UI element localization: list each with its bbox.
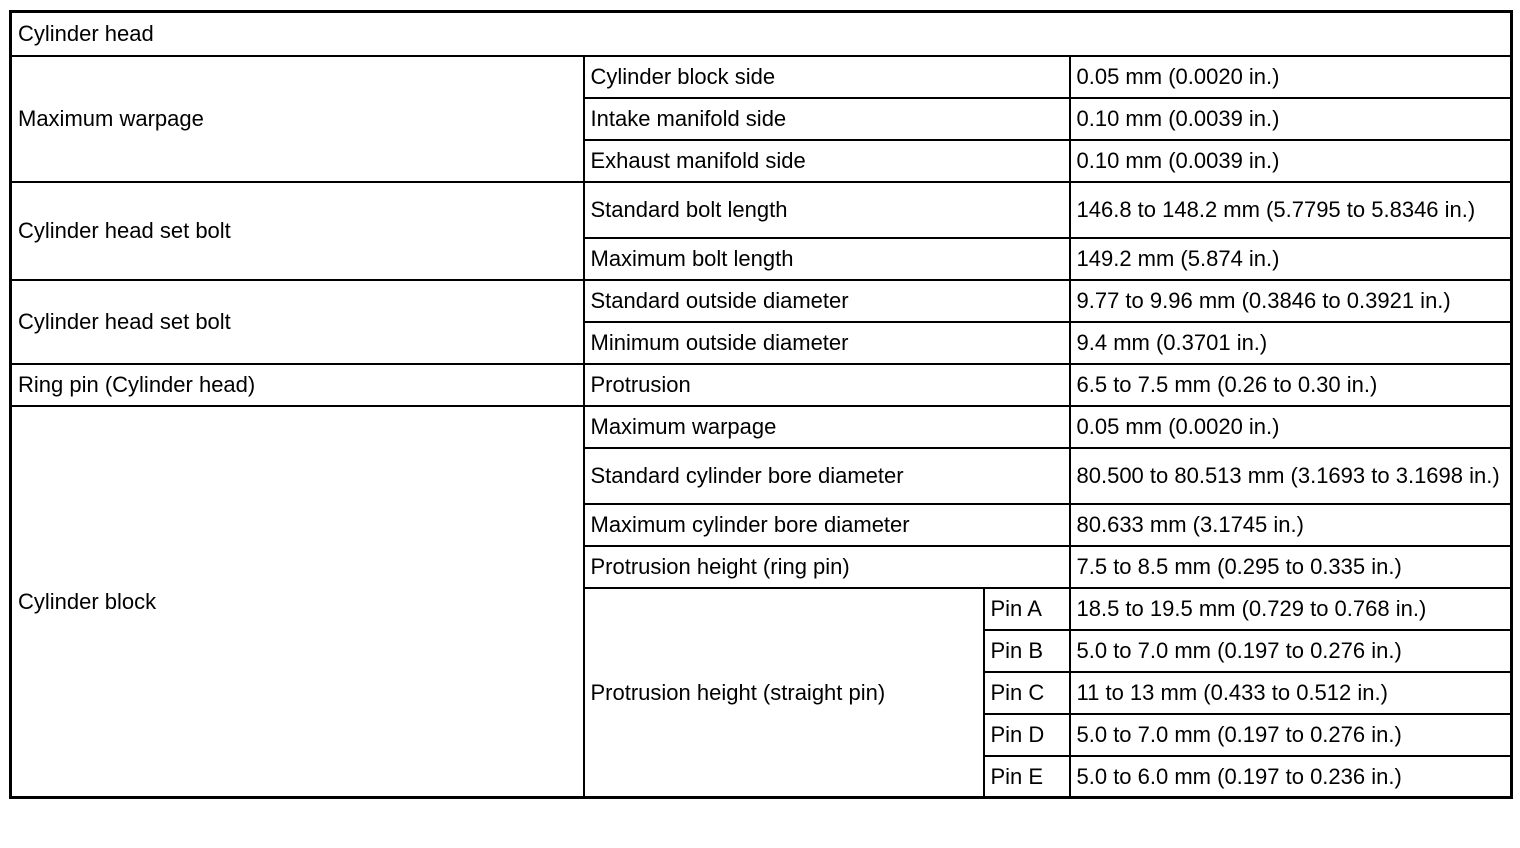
spec-value: 5.0 to 7.0 mm (0.197 to 0.276 in.) (1070, 714, 1512, 756)
item-label: Maximum warpage (584, 406, 1070, 448)
group-label-ring-pin: Ring pin (Cylinder head) (11, 364, 584, 406)
item-label-straight-pin: Protrusion height (straight pin) (584, 588, 984, 798)
pin-label: Pin A (984, 588, 1070, 630)
item-label: Protrusion height (ring pin) (584, 546, 1070, 588)
spec-value: 0.05 mm (0.0020 in.) (1070, 56, 1512, 98)
spec-value: 6.5 to 7.5 mm (0.26 to 0.30 in.) (1070, 364, 1512, 406)
item-label: Maximum bolt length (584, 238, 1070, 280)
spec-value: 80.633 mm (3.1745 in.) (1070, 504, 1512, 546)
group-label-maximum-warpage: Maximum warpage (11, 56, 584, 182)
item-label: Intake manifold side (584, 98, 1070, 140)
item-label: Cylinder block side (584, 56, 1070, 98)
pin-label: Pin B (984, 630, 1070, 672)
section-title: Cylinder head (11, 12, 1512, 56)
spec-value: 80.500 to 80.513 mm (3.1693 to 3.1698 in.) (1070, 448, 1512, 504)
spec-value: 5.0 to 7.0 mm (0.197 to 0.276 in.) (1070, 630, 1512, 672)
item-label: Minimum outside diameter (584, 322, 1070, 364)
spec-value: 9.4 mm (0.3701 in.) (1070, 322, 1512, 364)
spec-value: 0.10 mm (0.0039 in.) (1070, 140, 1512, 182)
spec-value: 7.5 to 8.5 mm (0.295 to 0.335 in.) (1070, 546, 1512, 588)
spec-value: 5.0 to 6.0 mm (0.197 to 0.236 in.) (1070, 756, 1512, 798)
item-label: Maximum cylinder bore diameter (584, 504, 1070, 546)
spec-value: 0.05 mm (0.0020 in.) (1070, 406, 1512, 448)
table-row (11, 56, 1512, 98)
spec-value: 9.77 to 9.96 mm (0.3846 to 0.3921 in.) (1070, 280, 1512, 322)
spec-value: 149.2 mm (5.874 in.) (1070, 238, 1512, 280)
group-label-set-bolt-diameter: Cylinder head set bolt (11, 280, 584, 364)
spec-table-container (9, 10, 1510, 799)
pin-label: Pin D (984, 714, 1070, 756)
item-label: Exhaust manifold side (584, 140, 1070, 182)
spec-value: 0.10 mm (0.0039 in.) (1070, 98, 1512, 140)
table-row (11, 280, 1512, 322)
spec-value: 18.5 to 19.5 mm (0.729 to 0.768 in.) (1070, 588, 1512, 630)
item-label: Standard outside diameter (584, 280, 1070, 322)
item-label: Standard cylinder bore diameter (584, 448, 1070, 504)
item-label: Standard bolt length (584, 182, 1070, 238)
table-row (11, 364, 1512, 406)
spec-value: 146.8 to 148.2 mm (5.7795 to 5.8346 in.) (1070, 182, 1512, 238)
pin-label: Pin C (984, 672, 1070, 714)
table-row (11, 406, 1512, 448)
item-label: Protrusion (584, 364, 1070, 406)
spec-value: 11 to 13 mm (0.433 to 0.512 in.) (1070, 672, 1512, 714)
pin-label: Pin E (984, 756, 1070, 798)
group-label-cylinder-block: Cylinder block (11, 406, 584, 798)
table-row (11, 182, 1512, 238)
group-label-set-bolt-length: Cylinder head set bolt (11, 182, 584, 280)
cylinder-head-spec-table (9, 10, 1513, 799)
table-title-row (11, 12, 1512, 56)
